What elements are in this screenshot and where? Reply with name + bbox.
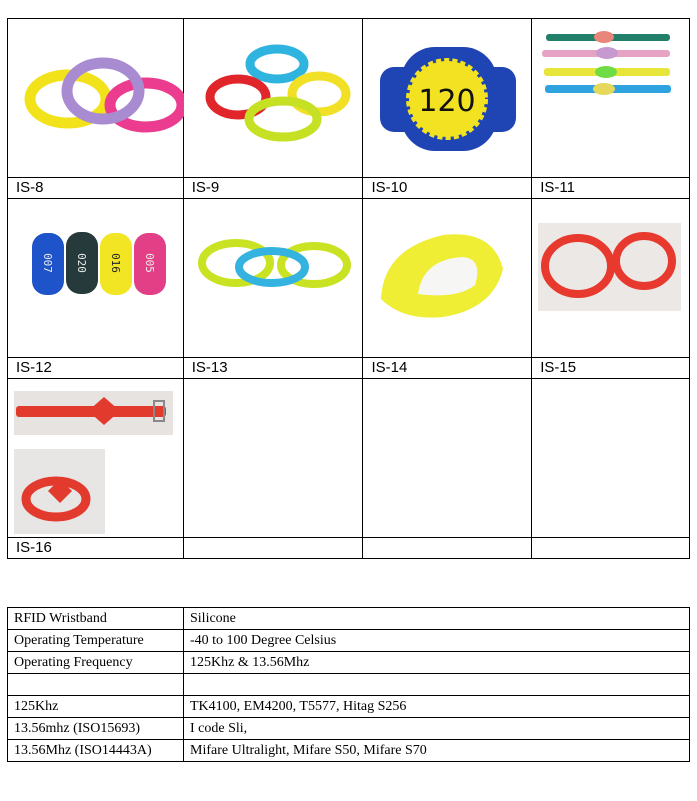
product-label: IS-9: [183, 178, 363, 199]
spec-label: Operating Temperature: [8, 630, 184, 652]
product-image-is-13: [183, 199, 363, 358]
spec-row: [8, 740, 690, 762]
watch-face-number-is10: 120: [418, 84, 477, 119]
spec-row: [8, 696, 690, 718]
spec-label: Operating Frequency: [8, 652, 184, 674]
empty-cell: [532, 379, 690, 538]
spec-value: Mifare Ultralight, Mifare S50, Mifare S70: [184, 740, 690, 762]
spec-row: [8, 674, 690, 696]
product-label: IS-11: [532, 178, 690, 199]
wristband-photo-is-16: [8, 379, 184, 537]
product-image-is-9: [183, 19, 363, 178]
product-image-is-11: [532, 19, 690, 178]
spec-row: [8, 652, 690, 674]
product-image-is-8: [8, 19, 184, 178]
empty-cell: [363, 379, 532, 538]
product-label: IS-15: [532, 358, 690, 379]
product-label: IS-8: [8, 178, 184, 199]
spec-label: [8, 674, 184, 696]
spec-value: Silicone: [184, 608, 690, 630]
wristband-photo-is-10: [363, 19, 532, 177]
product-label: [363, 538, 532, 559]
spec-value: I code Sli,: [184, 718, 690, 740]
wristband-photo-is-13: [184, 199, 364, 357]
wristband-photo-is-8: [8, 19, 184, 177]
spec-label: 13.56Mhz (ISO14443A): [8, 740, 184, 762]
wristband-photo-is-14: [363, 199, 532, 357]
product-label: IS-16: [8, 538, 184, 559]
product-label: IS-10: [363, 178, 532, 199]
product-image-is-10: [363, 19, 532, 178]
product-image-is-12: [8, 199, 184, 358]
watch-face-number: 005: [143, 253, 156, 273]
spec-label: 125Khz: [8, 696, 184, 718]
product-label: IS-12: [8, 358, 184, 379]
specification-table: [7, 607, 690, 762]
watch-face-number: 007: [41, 253, 54, 273]
product-label: IS-14: [363, 358, 532, 379]
wristband-photo-is-9: [184, 19, 364, 177]
product-image-is-16: [8, 379, 184, 538]
product-label: IS-13: [183, 358, 363, 379]
spec-row: [8, 718, 690, 740]
spec-row: [8, 608, 690, 630]
watch-face-number: 020: [75, 253, 88, 273]
spec-value: 125Khz & 13.56Mhz: [184, 652, 690, 674]
product-image-is-15: [532, 199, 690, 358]
wristband-photo-is-12: [8, 199, 184, 357]
product-label: [183, 538, 363, 559]
spec-label: 13.56mhz (ISO15693): [8, 718, 184, 740]
spec-value: [184, 674, 690, 696]
spec-label: RFID Wristband: [8, 608, 184, 630]
wristband-photo-is-15: [532, 199, 690, 357]
empty-cell: [183, 379, 363, 538]
spec-row: [8, 630, 690, 652]
product-grid: [7, 18, 690, 559]
watch-face-number: 016: [109, 253, 122, 273]
wristband-photo-is-11: [532, 19, 690, 177]
product-image-is-14: [363, 199, 532, 358]
spec-value: -40 to 100 Degree Celsius: [184, 630, 690, 652]
product-label: [532, 538, 690, 559]
spec-value: TK4100, EM4200, T5577, Hitag S256: [184, 696, 690, 718]
